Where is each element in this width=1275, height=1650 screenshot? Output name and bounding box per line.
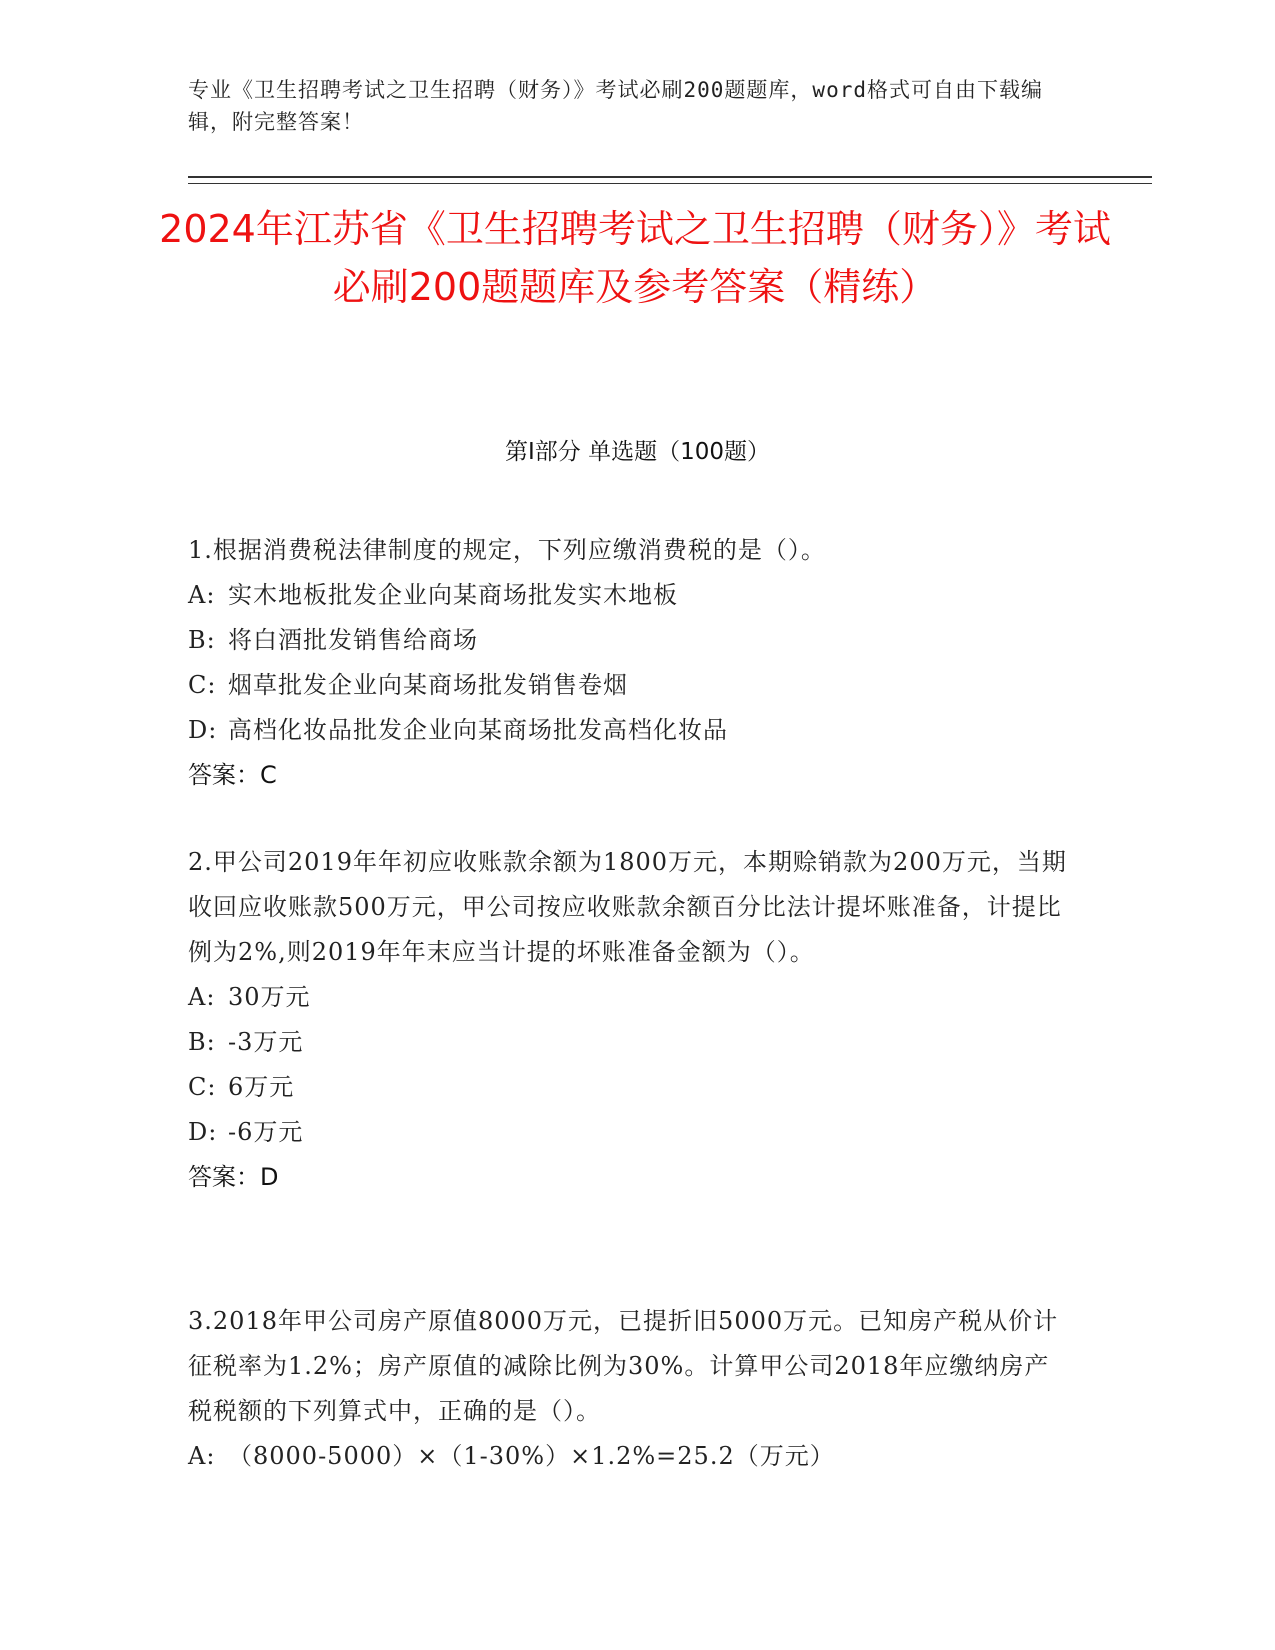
option-text: -3万元 [228,1028,304,1056]
option-a [188,573,1068,618]
option-c [188,663,1068,708]
option-text: 30万元 [228,983,311,1011]
option-text: 烟草批发企业向某商场批发销售卷烟 [228,671,628,699]
option-a [188,975,1068,1020]
question-stem: 2.甲公司2019年年初应收账款余额为1800万元，本期赊销款为200万元，当期收回应收账款500万元，甲公司按应收账款余额百分比法计提坏账准备，计提比例为2%,则2019年年末应当计提的坏账准备金额为（）。 [188,848,1067,966]
option-letter: D: [188,716,218,744]
question-stem: 3.2018年甲公司房产原值8000万元，已提折旧5000万元。已知房产税从价计征税率为1.2%；房产原值的减除比例为30%。计算甲公司2018年应缴纳房产税税额的下列算式中，正确的是（）。 [188,1307,1059,1425]
question-1 [188,528,1068,798]
option-letter: A: [188,581,216,609]
option-letter: C: [188,671,217,699]
option-letter: A: [188,1442,216,1470]
option-text: （8000-5000）×（1-30%）×1.2%=25.2（万元） [228,1442,835,1470]
question-3 [188,1299,1068,1479]
option-b [188,1020,1068,1065]
option-text: 将白酒批发销售给商场 [228,626,478,654]
option-letter: B: [188,1028,216,1056]
header-note: 专业《卫生招聘考试之卫生招聘（财务）》考试必刷200题题库，word格式可自由下载编辑，附完整答案！ [188,78,1043,134]
option-d [188,1110,1068,1155]
question-stem: 1.根据消费税法律制度的规定，下列应缴消费税的是（）。 [188,536,826,564]
question-2 [188,840,1068,1200]
section-heading: 第I部分 单选题（100题） [505,439,770,465]
document-title: 2024年江苏省《卫生招聘考试之卫生招聘（财务）》考试必刷200题题库及参考答案（精练） [159,207,1111,309]
option-text: 实木地板批发企业向某商场批发实木地板 [228,581,678,609]
answer-line: 答案：C [188,761,277,789]
option-text: 6万元 [228,1073,295,1101]
option-a [188,1434,1068,1479]
option-letter: D: [188,1118,218,1146]
option-text: 高档化妆品批发企业向某商场批发高档化妆品 [228,716,728,744]
option-d [188,708,1068,753]
option-letter: C: [188,1073,217,1101]
option-b [188,618,1068,663]
option-letter: A: [188,983,216,1011]
option-letter: B: [188,626,216,654]
option-c [188,1065,1068,1110]
header-divider-thin [188,183,1152,184]
option-text: -6万元 [228,1118,304,1146]
header-divider-thick [188,176,1152,178]
answer-line: 答案：D [188,1163,279,1191]
